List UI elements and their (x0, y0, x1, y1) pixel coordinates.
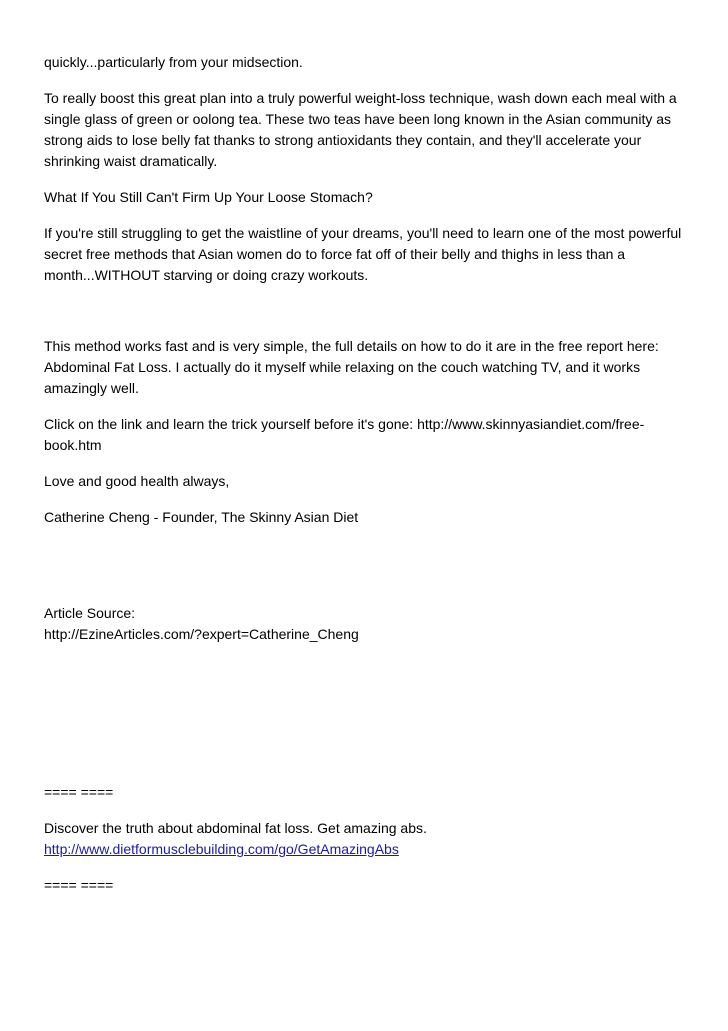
promo-link-line (44, 839, 694, 860)
spacer (44, 73, 694, 88)
section-heading: What If You Still Can't Firm Up Your Loose Stomach? (44, 189, 373, 205)
separator-bottom: ==== ==== (44, 877, 114, 893)
promo-link[interactable]: http://www.dietformusclebuilding.com/go/GetAmazingAbs (44, 841, 399, 857)
paragraph-sign-off: Love and good health always, (44, 473, 230, 489)
spacer (44, 492, 694, 507)
paragraph-tea-tip: To really boost this great plan into a truly powerful weight-loss technique, wash down each meal with a single glass of green or oolong tea. These two teas have been long known in the Asian community as strong aids to lose belly fat thanks to strong antioxidants they contain, and they'll accelerate your shrinking waist dramatically. (44, 90, 677, 169)
article-source-url: http://EzineArticles.com/?expert=Catherine_Cheng (44, 626, 359, 642)
spacer (44, 803, 694, 818)
author-signature: Catherine Cheng - Founder, The Skinny Asian Diet (44, 509, 359, 525)
promo-text: Discover the truth about abdominal fat loss. Get amazing abs. (44, 820, 427, 836)
spacer (44, 645, 694, 782)
spacer (44, 172, 694, 187)
separator-top: ==== ==== (44, 784, 114, 800)
article-source-label: Article Source: (44, 605, 136, 621)
spacer (44, 399, 694, 414)
paragraph-method-details: This method works fast and is very simple, the full details on how to do it are in the free report here: Abdominal Fat Loss. I actually do it myself while relaxing on the couch watching TV, and it works amazingly well. (44, 338, 659, 396)
paragraph-click-link: Click on the link and learn the trick yourself before it's gone: http://www.skinnyasiandiet.com/free-book.htm (44, 416, 645, 453)
spacer (44, 456, 694, 471)
spacer (44, 860, 694, 875)
spacer (44, 208, 694, 223)
spacer (44, 528, 694, 603)
document-page (44, 52, 694, 896)
spacer (44, 286, 694, 336)
paragraph-intro-continuation: quickly...particularly from your midsection. (44, 54, 303, 70)
paragraph-secret-methods: If you're still struggling to get the waistline of your dreams, you'll need to learn one of the most powerful secret free methods that Asian women do to force fat off of their belly and thighs in less than a month...WITHOUT starving or doing crazy workouts. (44, 225, 682, 283)
